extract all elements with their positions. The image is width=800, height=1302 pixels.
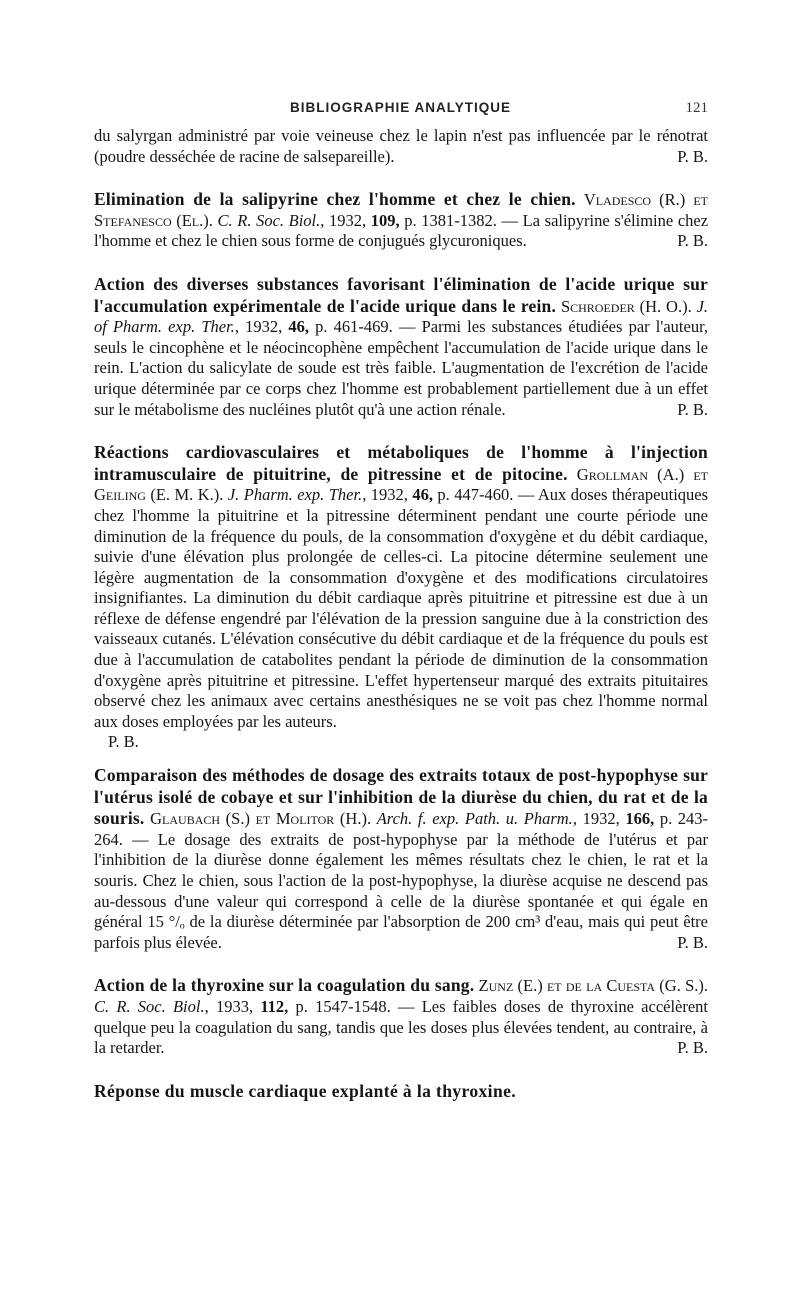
entry-body: — Parmi les substances étudiées par l'auteur, seuls le cincophène et le néocincophène empêchent l'accumulation de l'acide urique dans le rein. L'action du salicylate de soude est très faible. L'augmentation de l'excrétion de l'acide urique déterminée par ce corps chez l'homme est probablement partiellement due à un effet sur le métabolisme des nucléines plutôt qu'à une action rénale.	[94, 317, 709, 419]
entry-salipyrine: Elimination de la salipyrine chez l'homme et chez le chien. Vladesco (R.) et Stefanesco (El.). C. R. Soc. Biol., 1932, 109, p. 1381-1382. — La salipyrine s'élimine chez l'homme et chez le chien sous forme de conjugués glycuroniques. P. B.	[94, 189, 709, 251]
entry-pages: p. 447-460.	[437, 485, 514, 505]
entry-signature: P. B.	[677, 231, 708, 251]
entry-title: Action de la thyroxine sur la coagulation du sang.	[94, 975, 475, 996]
entry-volume: 112,	[260, 996, 289, 1016]
running-title: BIBLIOGRAPHIE ANALYTIQUE	[290, 100, 512, 115]
entry-continuation	[94, 126, 708, 167]
entry-volume: 166,	[625, 809, 655, 829]
entry-authors: Glaubach (S.) et Molitor (H.).	[150, 809, 372, 829]
entry-body: du salyrgan administré par voie veineuse chez le lapin n'est pas influencée par le rénotrat (poudre desséchée de racine de salsepareille).	[94, 126, 708, 166]
entry-pages: p. 1547-1548.	[295, 996, 391, 1016]
entry-year: 1932,	[245, 317, 283, 337]
document-page	[94, 100, 708, 1102]
entry-signature: P. B.	[677, 1038, 708, 1058]
entry-volume: 46,	[412, 485, 433, 505]
entry-title: Réponse du muscle cardiaque explanté à la thyroxine.	[94, 1080, 517, 1101]
entry-body: — Les faibles doses de thyroxine accélèrent quelque peu la coagulation du sang, tandis que les doses plus élevées tendent, au contraire, à la retarder.	[94, 996, 709, 1058]
entry-muscle-cardiaque	[94, 1081, 708, 1103]
entry-journal: C. R. Soc. Biol.	[94, 996, 205, 1016]
entry-volume: 46,	[288, 317, 309, 337]
entry-journal: J. of Pharm. exp. Ther.	[94, 296, 709, 337]
entry-signature: P. B.	[677, 932, 708, 952]
running-header	[94, 100, 708, 126]
entry-title: Action des diverses substances favorisant l'élimination de l'acide urique sur l'accumulation expérimentale de l'acide urique dans le rein.	[94, 273, 708, 316]
entry-post-hypophyse: Comparaison des méthodes de dosage des extraits totaux de post-hypophyse sur l'utérus isolé de cobaye et sur l'inhibition de la diurèse du chien, du rat et de la souris. Glaubach (S.) et Molitor (H.). Arch. f. exp. Path. u. Pharm., 1932, 166, p. 243-264. — Le dosage des extraits de post-hypophyse par la méthode de l'utérus et par l'inhibition de la diurèse donne également les mêmes résultats chez le chien, le rat et la souris. Chez le chien, sous l'action de la post-hypophyse, la diurèse acquise ne descend pas au-dessous d'une valeur qui correspond à celle de la diurèse spontanée et qui égale en général 15 °/ₒ de la diurèse déterminée par l'absorption de 200 cm³ d'eau, mais qui peut être parfois plus élevée. P. B.	[94, 765, 709, 952]
entry-journal: J. Pharm. exp. Ther.	[227, 485, 363, 505]
entry-authors: Vladesco (R.) et Stefanesco (El.).	[94, 190, 708, 230]
entry-pages: p. 461-469.	[315, 317, 393, 337]
entry-acide-urique: Action des diverses substances favorisant l'élimination de l'acide urique sur l'accumulation expérimentale de l'acide urique dans le rein. Schroeder (H. O.). J. of Pharm. exp. Ther., 1932, 46, p. 461-469. — Parmi les substances étudiées par l'auteur, seuls le cincophène et le néocincophène empêchent l'accumulation de l'acide urique dans le rein. L'action du salicylate de soude est très faible. L'augmentation de l'excrétion de l'acide urique déterminée par ce corps chez l'homme est probablement partiellement due à un effet sur le métabolisme des nucléines plutôt qu'à une action rénale. P. B.	[94, 273, 709, 419]
entry-year: 1932,	[329, 210, 367, 230]
entry-thyroxine-coagulation: Action de la thyroxine sur la coagulation du sang. Zunz (E.) et de la Cuesta (G. S.). C. R. Soc. Biol., 1933, 112, p. 1547-1548. — Les faibles doses de thyroxine accélèrent quelque peu la coagulation du sang, tandis que les doses plus élevées tendent, au contraire, à la retarder. P. B.	[94, 975, 709, 1058]
entry-volume: 109,	[370, 210, 400, 230]
entry-authors: Zunz (E.) et de la Cuesta (G. S.).	[478, 976, 709, 996]
entry-pages: p. 1381-1382.	[404, 210, 497, 230]
entry-pituitrine: Réactions cardiovasculaires et métaboliques de l'homme à l'injection intramusculaire de pituitrine, de pitressine et de pitocine. Grollman (A.) et Geiling (E. M. K.). J. Pharm. exp. Ther., 1932, 46, p. 447-460. — Aux doses thérapeutiques chez l'homme la pituitrine et la pitressine déterminent pendant une courte période une diminution de la fréquence du pouls, de la consommation d'oxygène et du débit cardiaque, suivie d'une élévation plus prolongée de celles-ci. La pitocine détermine seulement une légère augmentation de la consommation d'oxygène et des modifications circulatoires insignifiantes. La diminution du débit cardiaque après pituitrine et pitressine est due à un réflexe de défense engendré par l'élévation de la pression sanguine due à la constriction des vaisseaux cutanés. L'élévation consécutive du débit cardiaque et de la fréquence du pouls est due à l'accumulation de catabolites pendant la période de diminution de la consommation d'oxygène après pituitrine et pitressine. L'effet hypertenseur marqué des extraits pituitaires observé chez les animaux avec certains anesthésiques ne se voit pas chez l'homme normal aux doses employées par les auteurs. P. B.	[94, 442, 709, 752]
entry-body: — Aux doses thérapeutiques chez l'homme la pituitrine et la pitressine déterminent pendant une courte période une diminution de la fréquence du pouls, de la consommation d'oxygène et du débit cardiaque, suivie d'une élévation plus prolongée de celles-ci. La pitocine détermine seulement une légère augmentation de la consommation d'oxygène et des modifications circulatoires insignifiantes. La diminution du débit cardiaque après pituitrine et pitressine est due à un réflexe de défense engendré par l'élévation de la pression sanguine due à la constriction des vaisseaux cutanés. L'élévation consécutive du débit cardiaque et de la fréquence du pouls est due à l'accumulation de catabolites pendant la période de diminution de la consommation d'oxygène après pituitrine et pitressine. L'effet hypertenseur marqué des extraits pituitaires observé chez les animaux avec certains anesthésiques ne se voit pas chez l'homme normal aux doses employées par les auteurs.	[94, 485, 709, 731]
entry-title: Réactions cardiovasculaires et métaboliques de l'homme à l'injection intramusculaire de pituitrine, de pitressine et de pitocine.	[94, 442, 708, 484]
entry-body: — La salipyrine s'élimine chez l'homme et chez le chien sous forme de conjugués glycuroniques.	[94, 210, 709, 251]
entry-year: 1932,	[582, 809, 620, 829]
entry-year: 1932,	[370, 485, 408, 505]
entry-authors: Schroeder (H. O.).	[560, 296, 692, 316]
entry-title: Comparaison des méthodes de dosage des extraits totaux de post-hypophyse sur l'utérus isolé de cobaye et sur l'inhibition de la diurèse du chien, du rat et de la souris.	[94, 765, 708, 829]
entry-journal: Arch. f. exp. Path. u. Pharm.	[376, 809, 573, 829]
entry-pages: p. 243-264.	[94, 809, 709, 849]
entry-authors: Grollman (A.) et Geiling (E. M. K.).	[94, 464, 708, 505]
page-number: 121	[685, 100, 708, 116]
entry-signature: P. B.	[108, 732, 139, 752]
entry-journal: C. R. Soc. Biol.	[217, 210, 321, 230]
entry-title: Elimination de la salipyrine chez l'homme et chez le chien.	[94, 189, 576, 210]
entry-year: 1933,	[215, 996, 254, 1016]
entry-signature: P. B.	[677, 399, 708, 419]
entry-signature: P. B.	[677, 146, 708, 166]
entry-body: — Le dosage des extraits de post-hypophyse par la méthode de l'utérus et par l'inhibition de la diurèse donne également les mêmes résultats chez le chien, le rat et la souris. Chez le chien, sous l'action de la post-hypophyse, la diurèse acquise ne descend pas au-dessous d'une valeur qui correspond à celle de la diurèse spontanée et qui égale en général 15 °/ₒ de la diurèse déterminée par l'absorption de 200 cm³ d'eau, mais qui peut être parfois plus élevée.	[94, 829, 708, 952]
